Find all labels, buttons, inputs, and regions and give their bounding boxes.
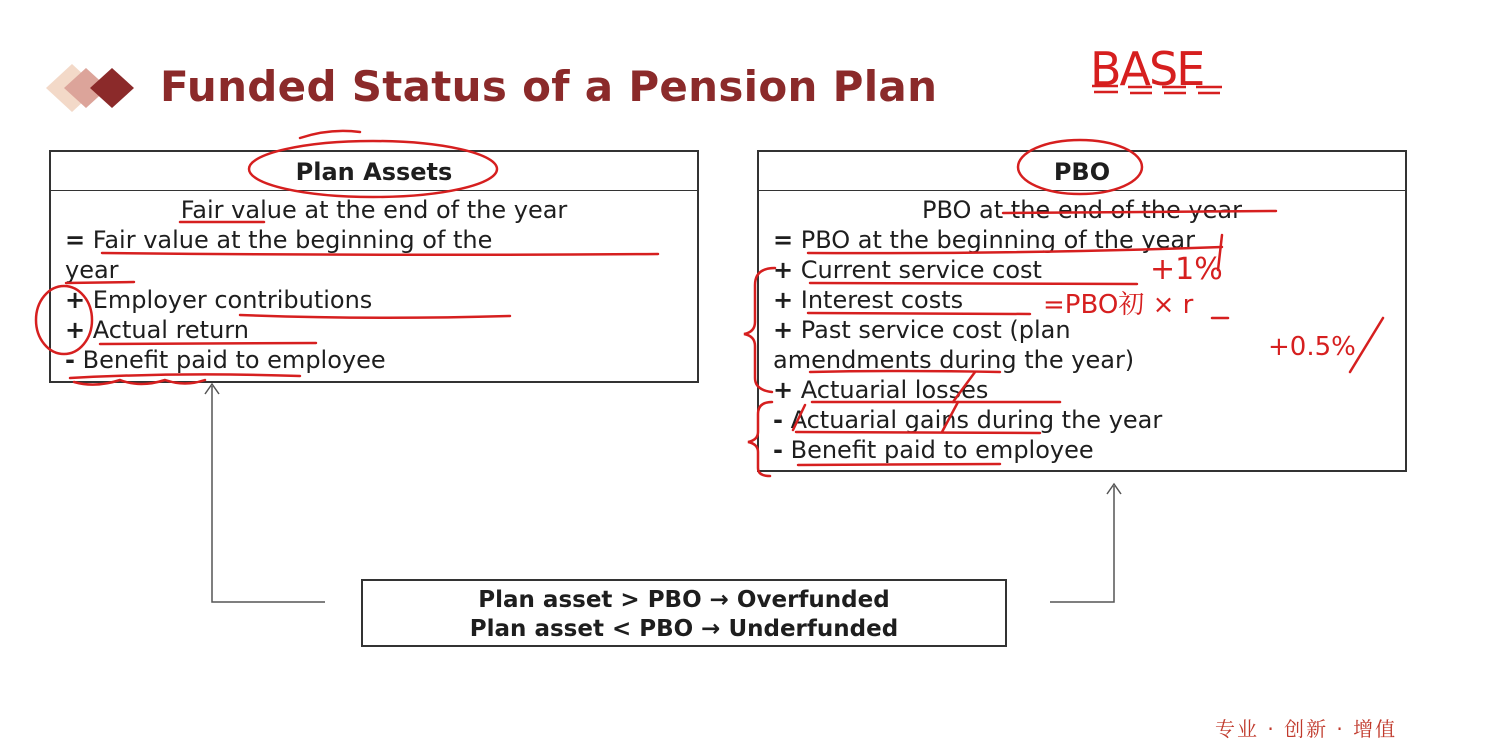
pbo-line-text: PBO at the end of the year — [922, 196, 1242, 224]
pbo-line-text: PBO at the beginning of the year — [800, 226, 1195, 254]
assets-line-op: - — [65, 346, 75, 374]
handwritten-base-note: BASE — [1090, 42, 1204, 96]
pbo-line-text: Actuarial losses — [800, 376, 989, 404]
assets-line-text: Benefit paid to employee — [82, 346, 386, 374]
pbo-line-op: = — [773, 226, 794, 254]
footer-slogan: 专业 · 创新 · 增值 — [1215, 717, 1398, 741]
pbo-line-op: + — [773, 376, 794, 404]
overfunded-rule: Plan asset > PBO → Overfunded — [478, 587, 890, 613]
assets-line-text: Employer contributions — [92, 286, 373, 314]
pbo-line-text: Actuarial gains during the year — [790, 406, 1163, 434]
pbo-line-text: Past service cost (plan — [800, 316, 1071, 344]
pbo-line-text: amendments during the year) — [773, 346, 1135, 374]
assets-line-text: Actual return — [92, 316, 249, 344]
plan-assets-header: Plan Assets — [51, 152, 697, 191]
annotation-interest-cost: =PBO初 × r — [1043, 290, 1194, 320]
pbo-line-text: Benefit paid to employee — [790, 436, 1094, 464]
underfunded-rule: Plan asset < PBO → Underfunded — [469, 616, 899, 642]
assets-line-text: year — [65, 256, 119, 284]
pbo-line-text: Current service cost — [800, 256, 1042, 284]
pbo-header: PBO — [759, 152, 1405, 191]
assets-line-op: + — [65, 316, 86, 344]
annotation-past-service: +0.5% — [1268, 332, 1356, 362]
assets-line-op: = — [65, 226, 86, 254]
assets-line-text: Fair value at the beginning of the — [92, 226, 493, 254]
pbo-line-op: + — [773, 256, 794, 284]
page-title: Funded Status of a Pension Plan — [160, 62, 938, 111]
assets-line-text: Fair value at the end of the year — [180, 196, 568, 224]
assets-line-op: + — [65, 286, 86, 314]
pbo-line-op: + — [773, 286, 794, 314]
pbo-line-op: - — [773, 436, 783, 464]
pbo-line-op: - — [773, 406, 783, 434]
pbo-line-text: Interest costs — [800, 286, 964, 314]
annotation-service-cost: +1% — [1150, 252, 1223, 287]
pbo-line-op: + — [773, 316, 794, 344]
